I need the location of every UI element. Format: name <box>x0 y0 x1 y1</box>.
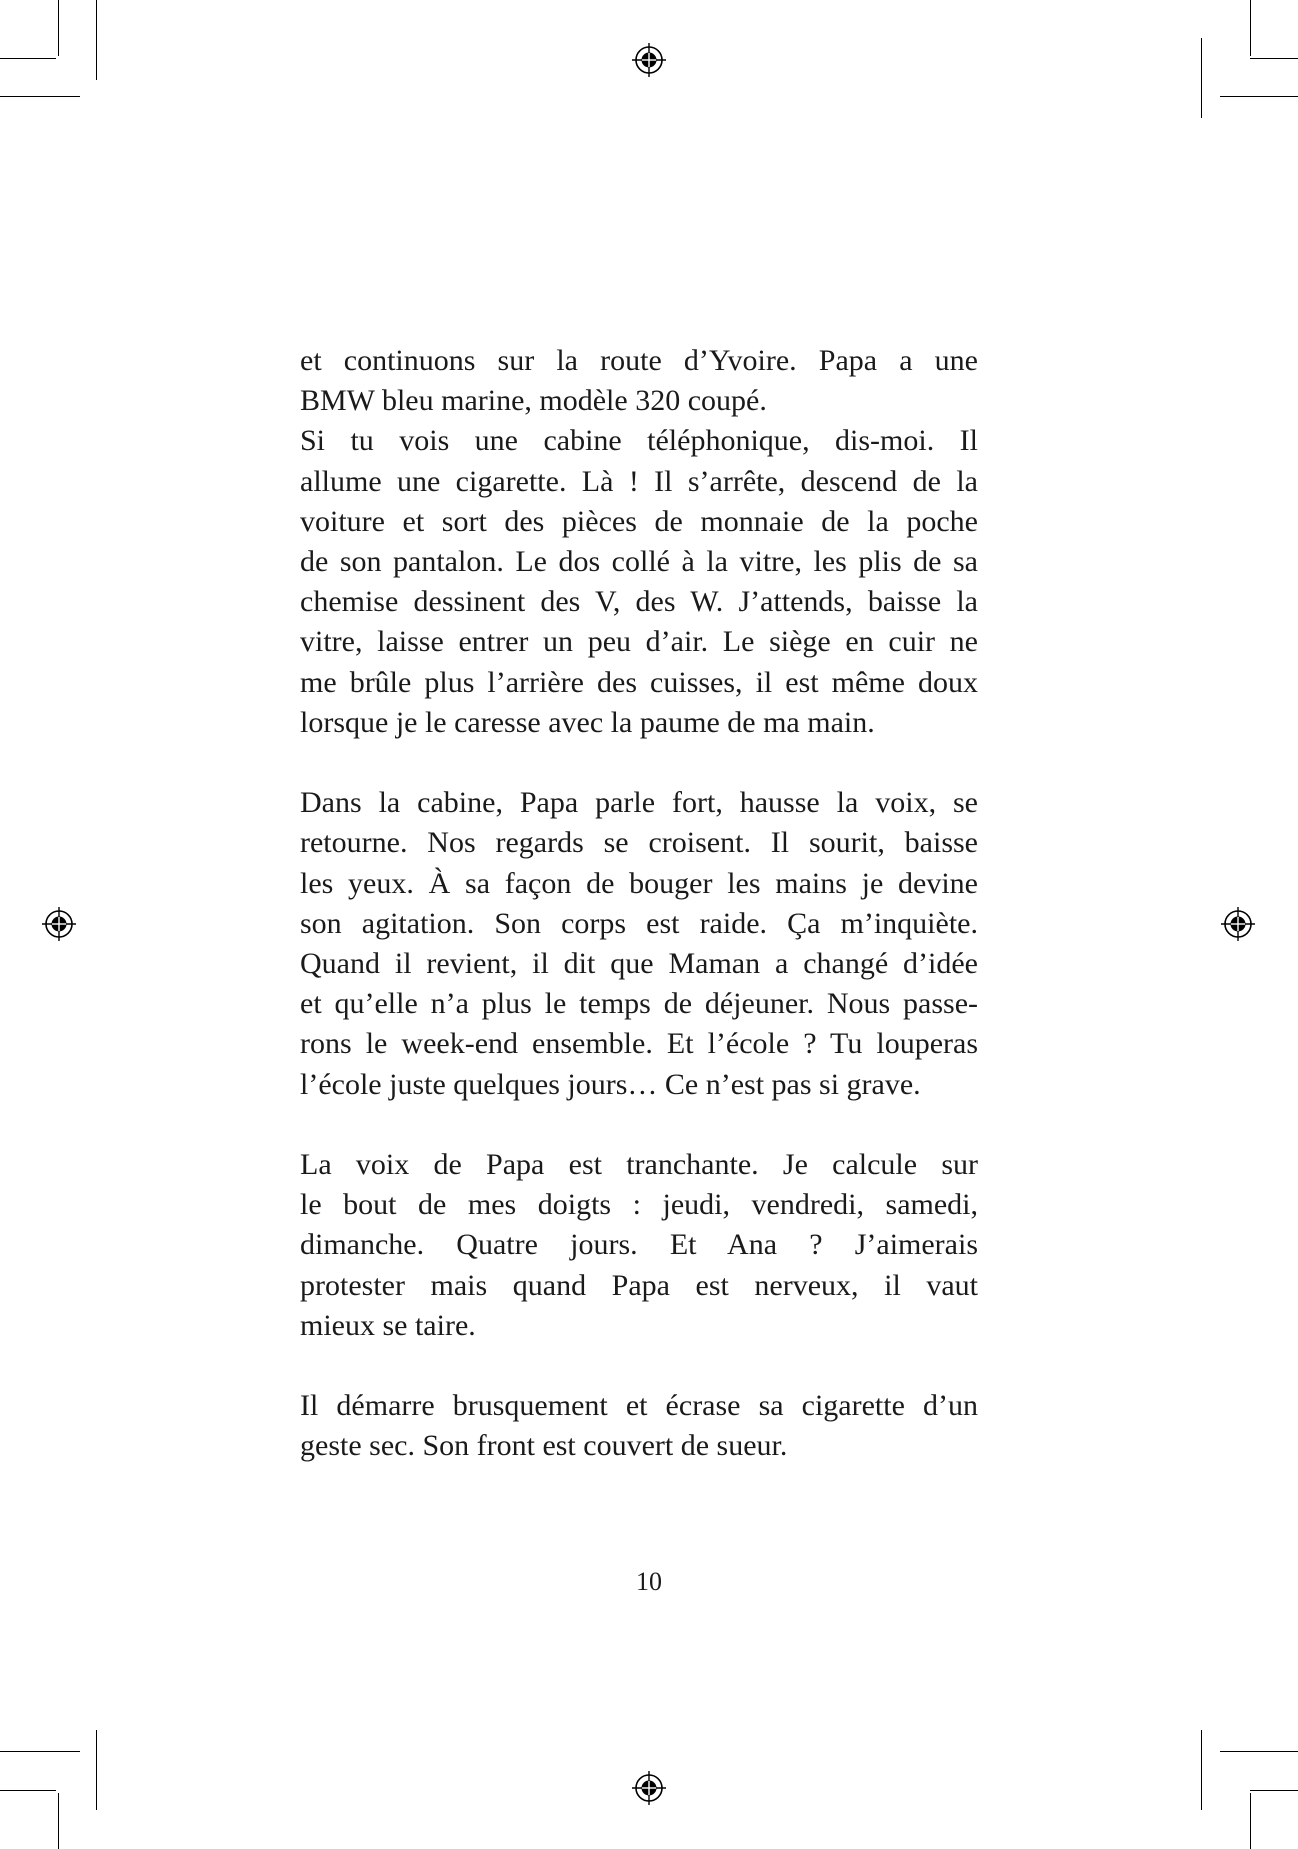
crop-mark <box>96 1730 97 1810</box>
crop-mark <box>1250 1790 1298 1791</box>
text-line: de son pantalon. Le dos collé à la vitre, les plis de sa <box>300 545 978 579</box>
text-line: BMW bleu marine, modèle 320 coupé. <box>300 384 767 418</box>
text-line: retourne. Nos regards se croisent. Il sourit, baisse <box>300 826 978 860</box>
crop-mark <box>58 1793 59 1849</box>
crop-mark <box>1250 58 1298 59</box>
text-line: les yeux. À sa façon de bouger les mains je devine <box>300 866 978 900</box>
crop-mark <box>1201 1730 1202 1810</box>
paragraph <box>300 1386 978 1466</box>
crop-mark <box>1250 1793 1251 1849</box>
body-text <box>300 341 978 1467</box>
crop-mark <box>0 1751 80 1752</box>
crop-mark <box>1250 0 1251 56</box>
text-line: son agitation. Son corps est raide. Ça m’inquiète. <box>300 906 978 940</box>
crop-mark <box>1220 1751 1298 1752</box>
crop-mark <box>1220 96 1298 97</box>
registration-mark-icon <box>42 907 76 941</box>
text-line: Il démarre brusquement et écrase sa cigarette d’un <box>300 1389 978 1423</box>
text-line: vitre, laisse entrer un peu d’air. Le siège en cuir ne <box>300 625 978 659</box>
paragraph <box>300 341 978 421</box>
registration-mark-icon <box>632 1771 666 1805</box>
crop-mark <box>58 0 59 56</box>
crop-mark <box>0 58 56 59</box>
text-line: Dans la cabine, Papa parle fort, hausse la voix, se <box>300 786 978 820</box>
text-line: le bout de mes doigts : jeudi, vendredi, samedi, <box>300 1188 978 1222</box>
text-line: Si tu vois une cabine téléphonique, dis-moi. Il <box>300 424 978 458</box>
text-line: et qu’elle n’a plus le temps de déjeuner. Nous passe- <box>300 987 978 1021</box>
text-line: La voix de Papa est tranchante. Je calcule sur <box>300 1148 978 1182</box>
text-line: Quand il revient, il dit que Maman a changé d’idée <box>300 947 978 981</box>
paragraph <box>300 421 978 743</box>
text-line: geste sec. Son front est couvert de sueur. <box>300 1429 788 1463</box>
registration-mark-icon <box>632 43 666 77</box>
text-line: lorsque je le caresse avec la paume de ma main. <box>300 705 875 739</box>
text-line: me brûle plus l’arrière des cuisses, il est même doux <box>300 665 978 699</box>
text-line: dimanche. Quatre jours. Et Ana ? J’aimerais <box>300 1228 978 1262</box>
page-number: 10 <box>636 1567 662 1596</box>
text-line: rons le week-end ensemble. Et l’école ? Tu louperas <box>300 1027 978 1061</box>
text-line: mieux se taire. <box>300 1308 476 1342</box>
registration-mark-icon <box>1221 907 1255 941</box>
paragraph <box>300 1145 978 1346</box>
text-line: chemise dessinent des V, des W. J’attends, baisse la <box>300 585 978 619</box>
crop-mark <box>1201 38 1202 118</box>
crop-mark <box>0 96 80 97</box>
text-line: allume une cigarette. Là ! Il s’arrête, descend de la <box>300 464 978 498</box>
crop-mark <box>0 1790 56 1791</box>
text-line: protester mais quand Papa est nerveux, il vaut <box>300 1268 978 1302</box>
text-line: l’école juste quelques jours… Ce n’est pas si grave. <box>300 1067 921 1101</box>
crop-mark <box>96 0 97 80</box>
paragraph <box>300 783 978 1105</box>
text-line: voiture et sort des pièces de monnaie de la poche <box>300 504 978 538</box>
text-line: et continuons sur la route d’Yvoire. Papa a une <box>300 344 978 377</box>
